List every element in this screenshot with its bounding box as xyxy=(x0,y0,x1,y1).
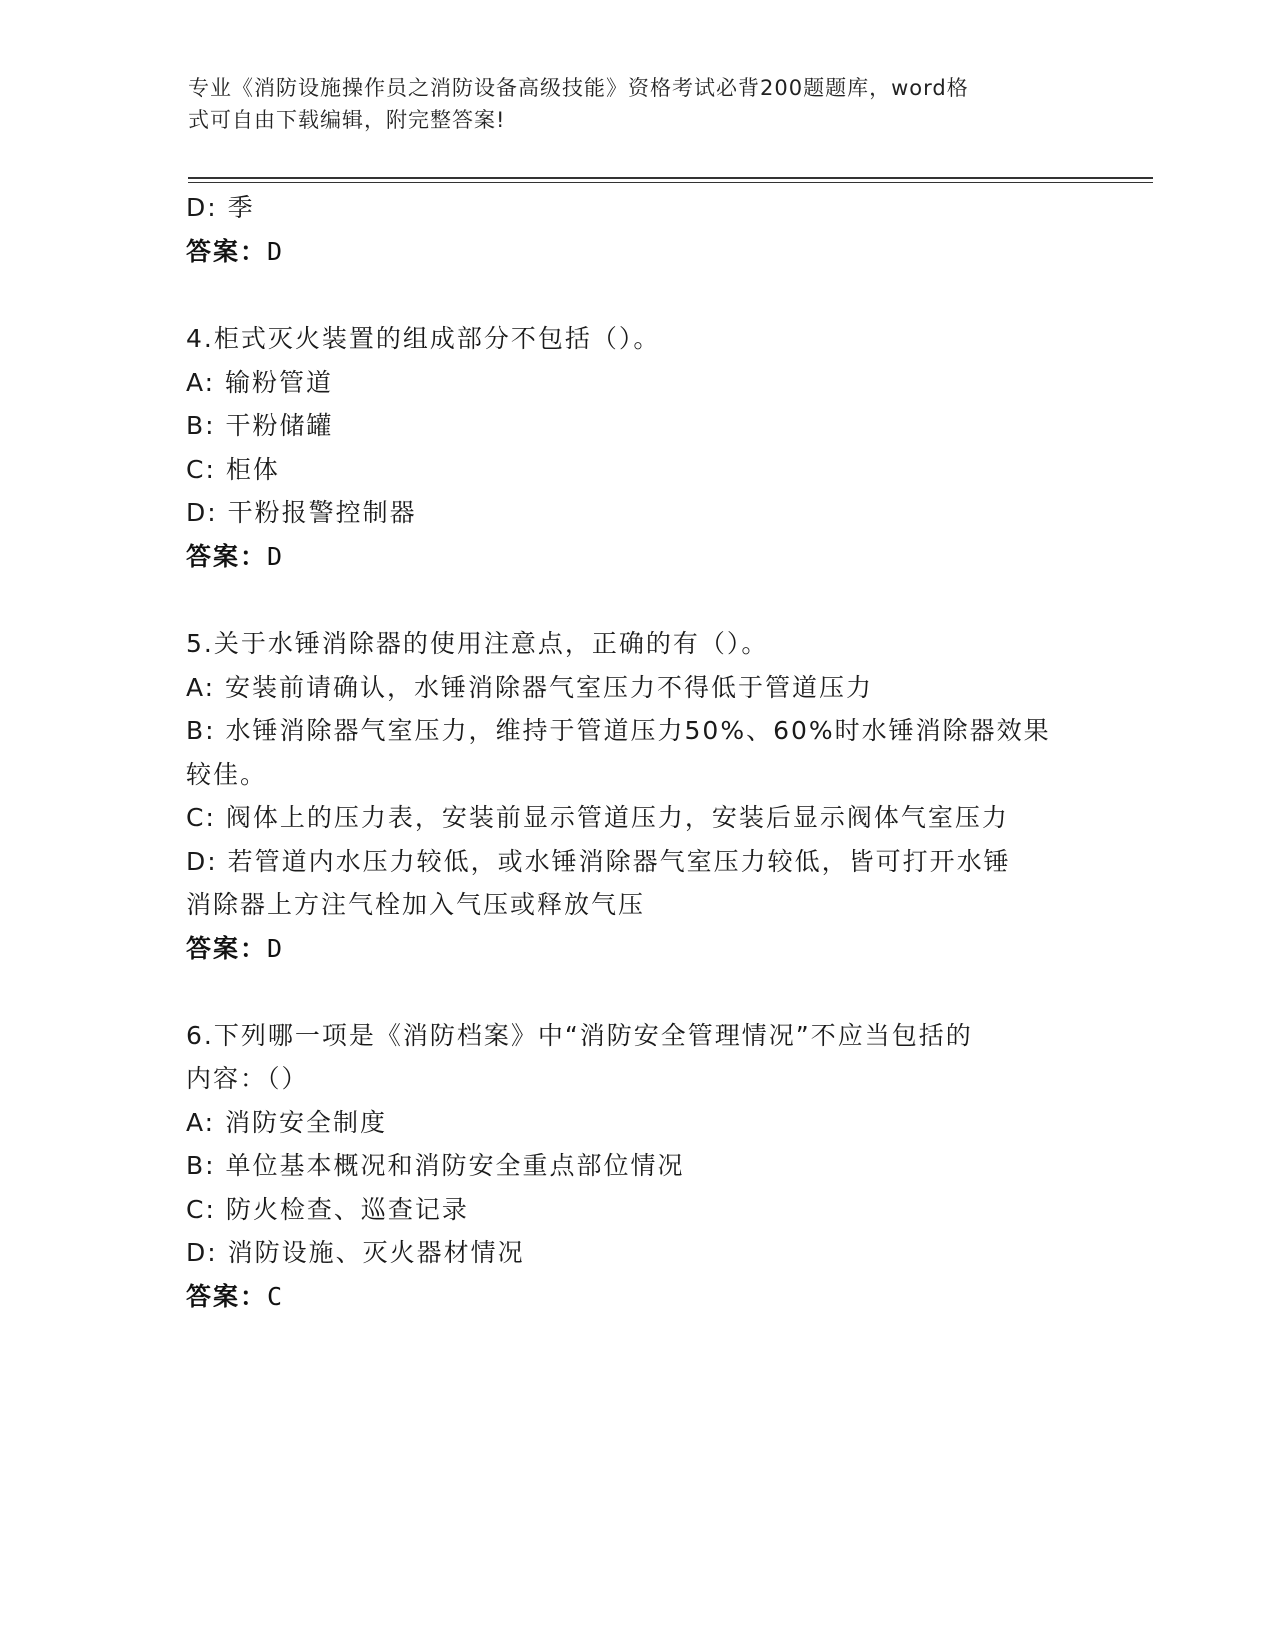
q6-option-d: D: 消防设施、灭火器材情况 xyxy=(186,1238,525,1267)
q6-question-line1: 6.下列哪一项是《消防档案》中“消防安全管理情况”不应当包括的 xyxy=(186,1021,973,1050)
answer-label: 答案： xyxy=(186,237,268,266)
answer-value: D xyxy=(267,237,284,266)
q4-question: 4.柜式灭火装置的组成部分不包括（）。 xyxy=(186,324,661,353)
q6-option-c: C: 防火检查、巡查记录 xyxy=(186,1195,469,1224)
q4-option-a: A: 输粉管道 xyxy=(186,368,334,397)
q5-question: 5.关于水锤消除器的使用注意点，正确的有（）。 xyxy=(186,629,769,658)
q3-option-d: D: 季 xyxy=(186,193,255,222)
q4-answer xyxy=(186,542,283,572)
q5-option-c: C: 阀体上的压力表，安装前显示管道压力，安装后显示阀体气室压力 xyxy=(186,803,1009,832)
answer-value: C xyxy=(267,1282,284,1311)
answer-label: 答案： xyxy=(186,934,268,963)
answer-value: D xyxy=(267,934,284,963)
q6-option-b: B: 单位基本概况和消防安全重点部位情况 xyxy=(186,1151,685,1180)
header-divider-thin xyxy=(188,182,1153,183)
q5-option-b-line1: B: 水锤消除器气室压力，维持于管道压力50%、60%时水锤消除器效果 xyxy=(186,716,1051,745)
q5-option-d-line2: 消除器上方注气栓加入气压或释放气压 xyxy=(186,890,646,919)
answer-label: 答案： xyxy=(186,542,268,571)
q3-answer xyxy=(186,237,283,267)
answer-value: D xyxy=(267,542,284,571)
q5-option-a: A: 安装前请确认，水锤消除器气室压力不得低于管道压力 xyxy=(186,673,874,702)
q4-option-c: C: 柜体 xyxy=(186,455,280,484)
q6-question-line2: 内容：（） xyxy=(186,1064,309,1093)
header-line-1: 专业《消防设施操作员之消防设备高级技能》资格考试必背200题题库，word格 xyxy=(188,76,969,100)
header-divider-thick xyxy=(188,177,1153,179)
q4-option-d: D: 干粉报警控制器 xyxy=(186,498,417,527)
q6-option-a: A: 消防安全制度 xyxy=(186,1108,388,1137)
answer-label: 答案： xyxy=(186,1282,268,1311)
q5-answer xyxy=(186,934,283,964)
document-header xyxy=(188,72,1068,136)
q5-option-b-line2: 较佳。 xyxy=(186,760,268,789)
q4-option-b: B: 干粉储罐 xyxy=(186,411,334,440)
q5-option-d-line1: D: 若管道内水压力较低，或水锤消除器气室压力较低，皆可打开水锤 xyxy=(186,847,1011,876)
q6-answer xyxy=(186,1282,283,1312)
header-line-2: 式可自由下载编辑，附完整答案! xyxy=(188,108,506,132)
